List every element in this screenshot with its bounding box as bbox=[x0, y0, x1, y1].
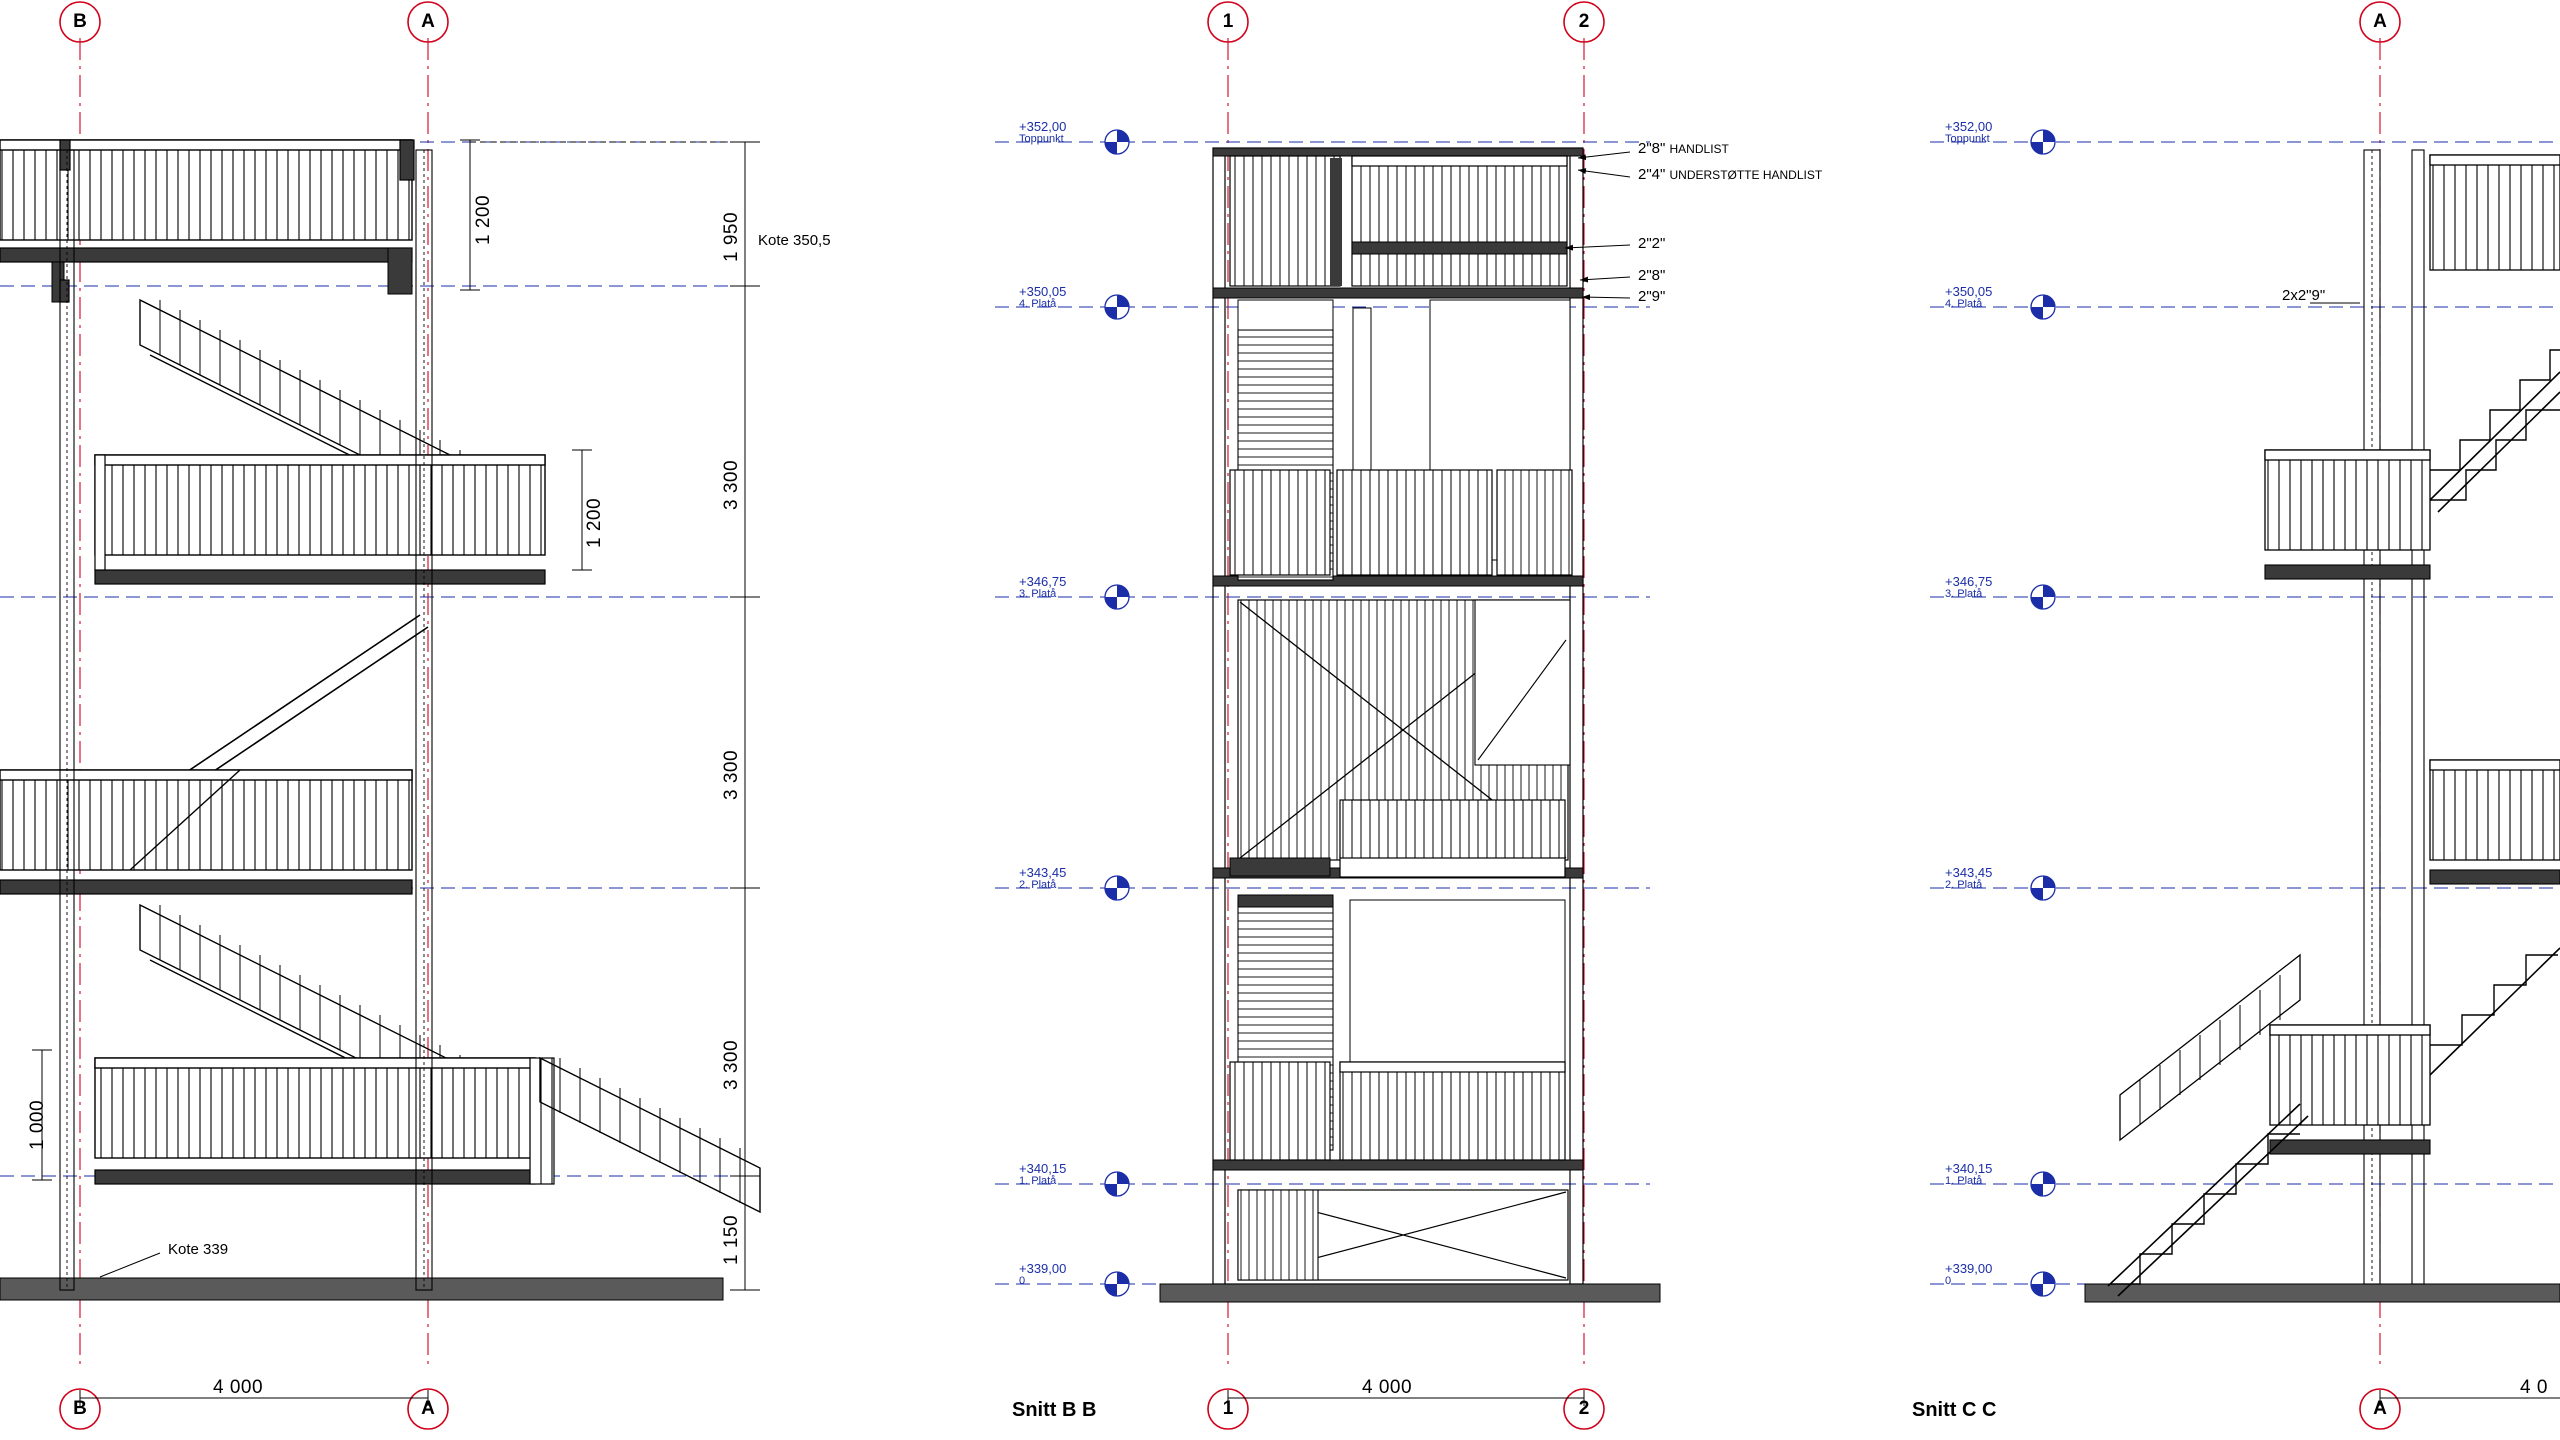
level-name-0-middle: 0 bbox=[1019, 1274, 1026, 1287]
level-name-3-plata-right: 3. Platå bbox=[1945, 587, 1983, 600]
grid-bubble-top-a[interactable]: A bbox=[421, 11, 435, 32]
view-title-snitt-bb: Snitt B B bbox=[1012, 1399, 1097, 1421]
view-left-geometry bbox=[0, 2, 760, 1429]
level-value-1-plata-right: +340,15 bbox=[1945, 1161, 1993, 1176]
grid-bubble-top-a-right[interactable]: A bbox=[2373, 11, 2387, 32]
level-value-4-plata-right: +350,05 bbox=[1945, 284, 1993, 299]
dimension-horizontal-right-label: 4 0 bbox=[2520, 1377, 2548, 1398]
level-value-4-plata-middle: +350,05 bbox=[1019, 284, 1067, 299]
level-name-4-plata-right: 4. Platå bbox=[1945, 297, 1983, 310]
level-name-1-plata-middle: 1. Platå bbox=[1019, 1174, 1057, 1187]
dimension-3300-low: 3 300 bbox=[721, 1039, 742, 1090]
ground-slab-middle bbox=[1160, 1284, 1660, 1302]
grid-bubble-top-1[interactable]: 1 bbox=[1222, 11, 1234, 32]
dimension-1000: 1 000 bbox=[27, 1099, 48, 1150]
note-kote-3505: Kote 350,5 bbox=[758, 232, 831, 249]
level-value-0-middle: +339,00 bbox=[1019, 1261, 1067, 1276]
grid-bubble-bottom-1[interactable]: 1 bbox=[1222, 1398, 1234, 1419]
view-right-geometry bbox=[1930, 2, 2560, 1429]
callout-leaders-middle bbox=[1565, 152, 1630, 298]
ground-slab-left bbox=[0, 1278, 723, 1300]
view-middle-geometry bbox=[995, 2, 1660, 1429]
callout-code-2x2x9-right: 2x2"9" bbox=[2282, 287, 2326, 304]
level-value-2-plata-right: +343,45 bbox=[1945, 865, 1993, 880]
grid-bubble-top-b[interactable]: B bbox=[73, 11, 87, 32]
level-markers-right bbox=[2031, 130, 2055, 1296]
view-title-snitt-cc: Snitt C C bbox=[1912, 1399, 1997, 1421]
dimension-1950: 1 950 bbox=[721, 211, 742, 262]
callout-code-2x2: 2"2" bbox=[1638, 235, 1666, 252]
grid-bubble-bottom-a-right[interactable]: A bbox=[2373, 1398, 2387, 1419]
level-name-3-plata-middle: 3. Platå bbox=[1019, 587, 1057, 600]
callout-text-understotte: UNDERSTØTTE HANDLIST bbox=[1669, 168, 1823, 182]
dimension-1200-upper: 1 200 bbox=[473, 194, 494, 245]
level-name-2-plata-right: 2. Platå bbox=[1945, 878, 1983, 891]
stair-steps-upper-right bbox=[2430, 350, 2560, 512]
dimension-horizontal-left-label: 4 000 bbox=[213, 1377, 264, 1398]
level-name-1-plata-right: 1. Platå bbox=[1945, 1174, 1983, 1187]
level-value-3-plata-right: +346,75 bbox=[1945, 574, 1993, 589]
level-value-toppunkt-right: +352,00 bbox=[1945, 119, 1993, 134]
level-value-3-plata-middle: +346,75 bbox=[1019, 574, 1067, 589]
dimension-3300-mid: 3 300 bbox=[721, 749, 742, 800]
ground-slab-right bbox=[2085, 1284, 2560, 1302]
level-lines-right bbox=[1930, 142, 2560, 1284]
callout-code-2x8: 2"8" bbox=[1638, 267, 1666, 284]
level-name-4-plata-middle: 4. Platå bbox=[1019, 297, 1057, 310]
level-name-toppunkt-right: Toppunkt bbox=[1945, 132, 1990, 145]
grid-bubble-top-2[interactable]: 2 bbox=[1578, 11, 1590, 32]
grid-bubble-bottom-b[interactable]: B bbox=[73, 1398, 87, 1419]
callout-code-understotte: 2"4" bbox=[1638, 166, 1666, 183]
grid-bubble-bottom-2[interactable]: 2 bbox=[1578, 1398, 1590, 1419]
callout-text-handlist: HANDLIST bbox=[1669, 142, 1729, 156]
level-name-toppunkt-middle: Toppunkt bbox=[1019, 132, 1064, 145]
level-markers-middle bbox=[1105, 130, 1129, 1296]
grid-bubble-bottom-a[interactable]: A bbox=[421, 1398, 435, 1419]
dimension-horizontal-middle-label: 4 000 bbox=[1362, 1377, 1413, 1398]
level-value-1-plata-middle: +340,15 bbox=[1019, 1161, 1067, 1176]
level-value-2-plata-middle: +343,45 bbox=[1019, 865, 1067, 880]
level-value-toppunkt-middle: +352,00 bbox=[1019, 119, 1067, 134]
level-name-0-right: 0 bbox=[1945, 1274, 1952, 1287]
dimension-1200-mid: 1 200 bbox=[584, 497, 605, 548]
callout-code-handlist: 2"8" bbox=[1638, 140, 1666, 157]
callout-code-2x9: 2"9" bbox=[1638, 288, 1666, 305]
level-value-0-right: +339,00 bbox=[1945, 1261, 1993, 1276]
dimension-3300-top: 3 300 bbox=[721, 459, 742, 510]
note-kote-339: Kote 339 bbox=[168, 1241, 229, 1258]
dimension-1150: 1 150 bbox=[721, 1214, 742, 1265]
level-name-2-plata-middle: 2. Platå bbox=[1019, 878, 1057, 891]
